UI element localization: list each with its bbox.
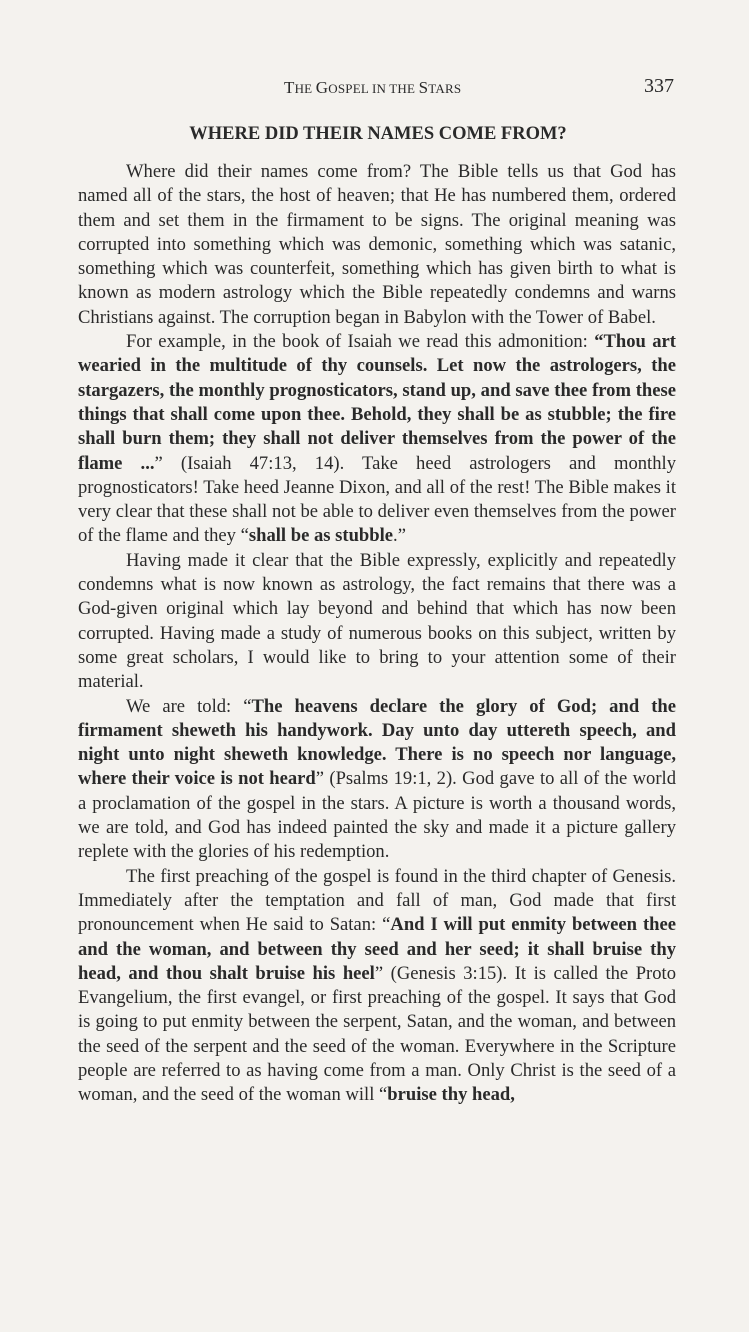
scripture-quote: “Thou art wearied in the multitude of thy counsels. Let now the astrologers, the stargazers, the monthly prognosticators, stand up, and save thee from these things that shall come upon thee. Behold, they shall be as stubble; the fire shall burn them; they shall not deliver themselves from the power of the flame ... bbox=[78, 331, 676, 474]
scripture-quote: bruise thy head, bbox=[387, 1084, 515, 1106]
text-run: We are told: “ bbox=[126, 695, 252, 717]
running-title-part: OSPEL IN THE bbox=[328, 81, 419, 96]
paragraph bbox=[78, 160, 676, 330]
running-title-part: TARS bbox=[428, 81, 462, 96]
running-header bbox=[0, 74, 749, 102]
scripture-quote: The heavens declare the glory of God; and the firmament sheweth his handywork. Day unto day uttereth speech, and night unto night sheweth knowledge. There is no speech nor language, where their voice is not heard bbox=[78, 695, 676, 790]
running-title-part: HE bbox=[294, 81, 316, 96]
paragraph bbox=[78, 549, 676, 695]
text-run: ” (Isaiah 47:13, 14). Take heed astrologers and monthly prognosticators! Take heed Jeanne Dixon, and all of the rest! The Bible makes it very clear that these shall not be able to deliver even themselves from the power of the flame and they “ bbox=[78, 452, 676, 547]
paragraph bbox=[78, 330, 676, 549]
running-title-initial: G bbox=[315, 78, 329, 97]
text-run: For example, in the book of Isaiah we read this admonition: bbox=[126, 331, 595, 353]
text-run: Having made it clear that the Bible expressly, explicitly and repeatedly condemns what is now known as astrology, the fact remains that there was a God-given original which lay beyond and behind that which has now been corrupted. Having made a study of numerous books on this subject, written by some great scholars, I would like to bring to your attention some of their material. bbox=[78, 549, 676, 693]
text-run: ” (Genesis 3:15). It is called the Proto Evangelium, the first evangel, or first preaching of the gospel. It says that God is going to put enmity between the serpent, Satan, and the woman, and between the seed of the serpent and the seed of the woman. Everywhere in the Scripture people are referred to as having come from a man. Only Christ is the seed of a woman, and the seed of the woman will “ bbox=[78, 962, 677, 1106]
body-text bbox=[78, 160, 676, 1108]
scripture-quote: And I will put enmity between thee and the woman, and between thy seed and her seed; it shall bruise thy head, and thou shalt bruise his heel bbox=[78, 914, 676, 984]
text-run: .” bbox=[393, 525, 406, 547]
running-title bbox=[284, 78, 461, 98]
scripture-quote: shall be as stubble bbox=[248, 525, 394, 547]
text-run: The first preaching of the gospel is found in the third chapter of Genesis. Immediately after the temptation and fall of man, God made that first pronouncement when He said to Satan: “ bbox=[78, 865, 676, 936]
page-number: 337 bbox=[644, 75, 674, 97]
running-title-initial: S bbox=[418, 78, 429, 97]
paragraph bbox=[78, 865, 676, 1108]
text-run: Where did their names come from? The Bible tells us that God has named all of the stars, the host of heaven; that He has numbered them, ordered them and set them in the firmament to be signs. The original meaning was corrupted into something which was demonic, something which was satanic, something which was counterfeit, something which has given birth to what is known as modern astrology which the Bible repeatedly condemns and warns Christians against. The corruption began in Babylon with the Tower of Babel. bbox=[78, 161, 676, 328]
section-heading: WHERE DID THEIR NAMES COME FROM? bbox=[189, 124, 567, 144]
text-run: ” (Psalms 19:1, 2). God gave to all of the world a proclamation of the gospel in the stars. A picture is worth a thousand words, we are told, and God has indeed painted the sky and made it a picture gallery replete with the glories of his redemption. bbox=[78, 768, 676, 863]
paragraph bbox=[78, 695, 676, 865]
running-title-initial: T bbox=[284, 78, 295, 97]
